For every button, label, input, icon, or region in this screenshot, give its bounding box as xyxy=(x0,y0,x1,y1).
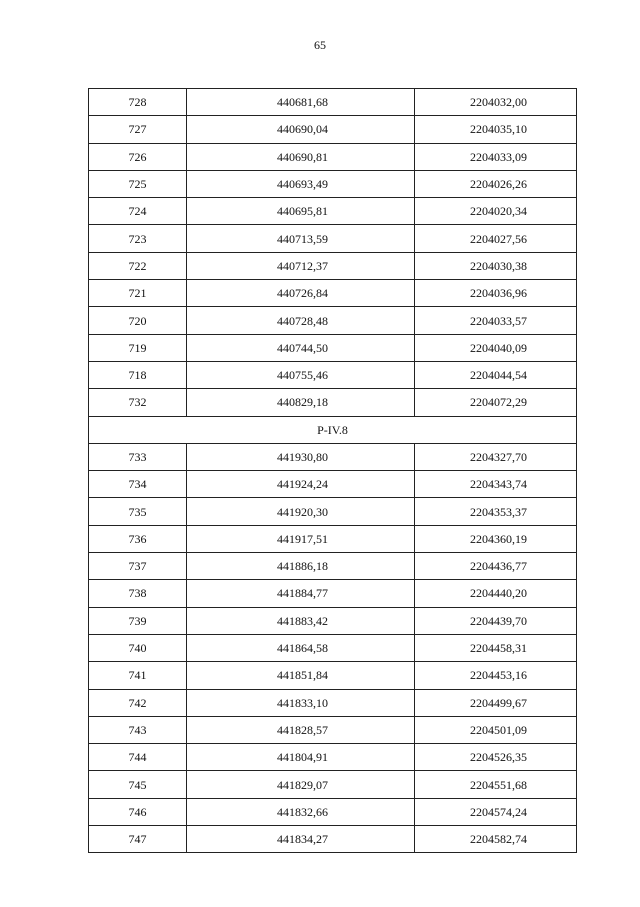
x-coordinate-cell: 440755,46 xyxy=(187,361,415,388)
section-header-row xyxy=(89,416,577,443)
y-coordinate-cell: 2204030,38 xyxy=(415,252,577,279)
y-coordinate-cell: 2204353,37 xyxy=(415,498,577,525)
point-number-cell: 728 xyxy=(89,89,187,116)
table-row xyxy=(89,580,577,607)
point-number-cell: 726 xyxy=(89,143,187,170)
x-coordinate-cell: 441920,30 xyxy=(187,498,415,525)
point-number-cell: 732 xyxy=(89,389,187,416)
x-coordinate-cell: 440695,81 xyxy=(187,198,415,225)
x-coordinate-cell: 441924,24 xyxy=(187,471,415,498)
point-number-cell: 722 xyxy=(89,252,187,279)
y-coordinate-cell: 2204439,70 xyxy=(415,607,577,634)
x-coordinate-cell: 441833,10 xyxy=(187,689,415,716)
x-coordinate-cell: 441884,77 xyxy=(187,580,415,607)
table-row xyxy=(89,471,577,498)
y-coordinate-cell: 2204574,24 xyxy=(415,798,577,825)
table-row xyxy=(89,198,577,225)
table-row xyxy=(89,826,577,853)
y-coordinate-cell: 2204026,26 xyxy=(415,170,577,197)
point-number-cell: 723 xyxy=(89,225,187,252)
x-coordinate-cell: 441834,27 xyxy=(187,826,415,853)
y-coordinate-cell: 2204027,56 xyxy=(415,225,577,252)
table-row xyxy=(89,443,577,470)
table-row xyxy=(89,744,577,771)
table-row xyxy=(89,689,577,716)
point-number-cell: 719 xyxy=(89,334,187,361)
x-coordinate-cell: 440690,04 xyxy=(187,116,415,143)
y-coordinate-cell: 2204453,16 xyxy=(415,662,577,689)
point-number-cell: 735 xyxy=(89,498,187,525)
x-coordinate-cell: 440713,59 xyxy=(187,225,415,252)
y-coordinate-cell: 2204033,57 xyxy=(415,307,577,334)
y-coordinate-cell: 2204072,29 xyxy=(415,389,577,416)
table-row xyxy=(89,170,577,197)
x-coordinate-cell: 440712,37 xyxy=(187,252,415,279)
y-coordinate-cell: 2204035,10 xyxy=(415,116,577,143)
point-number-cell: 745 xyxy=(89,771,187,798)
x-coordinate-cell: 441930,80 xyxy=(187,443,415,470)
y-coordinate-cell: 2204044,54 xyxy=(415,361,577,388)
y-coordinate-cell: 2204343,74 xyxy=(415,471,577,498)
table-row xyxy=(89,334,577,361)
table-row xyxy=(89,798,577,825)
y-coordinate-cell: 2204551,68 xyxy=(415,771,577,798)
table-row xyxy=(89,280,577,307)
point-number-cell: 734 xyxy=(89,471,187,498)
coordinates-table xyxy=(88,88,577,853)
page-number: 65 xyxy=(314,38,326,52)
point-number-cell: 720 xyxy=(89,307,187,334)
table-row xyxy=(89,498,577,525)
point-number-cell: 718 xyxy=(89,361,187,388)
x-coordinate-cell: 441832,66 xyxy=(187,798,415,825)
point-number-cell: 725 xyxy=(89,170,187,197)
point-number-cell: 741 xyxy=(89,662,187,689)
y-coordinate-cell: 2204440,20 xyxy=(415,580,577,607)
y-coordinate-cell: 2204501,09 xyxy=(415,716,577,743)
x-coordinate-cell: 440690,81 xyxy=(187,143,415,170)
point-number-cell: 744 xyxy=(89,744,187,771)
point-number-cell: 727 xyxy=(89,116,187,143)
x-coordinate-cell: 440744,50 xyxy=(187,334,415,361)
point-number-cell: 742 xyxy=(89,689,187,716)
x-coordinate-cell: 441883,42 xyxy=(187,607,415,634)
coordinates-table-body xyxy=(89,89,577,853)
x-coordinate-cell: 441829,07 xyxy=(187,771,415,798)
y-coordinate-cell: 2204582,74 xyxy=(415,826,577,853)
y-coordinate-cell: 2204499,67 xyxy=(415,689,577,716)
point-number-cell: 743 xyxy=(89,716,187,743)
y-coordinate-cell: 2204020,34 xyxy=(415,198,577,225)
table-row xyxy=(89,662,577,689)
x-coordinate-cell: 440728,48 xyxy=(187,307,415,334)
y-coordinate-cell: 2204360,19 xyxy=(415,525,577,552)
table-row xyxy=(89,389,577,416)
x-coordinate-cell: 440693,49 xyxy=(187,170,415,197)
point-number-cell: 733 xyxy=(89,443,187,470)
table-row xyxy=(89,525,577,552)
y-coordinate-cell: 2204526,35 xyxy=(415,744,577,771)
table-row xyxy=(89,634,577,661)
point-number-cell: 737 xyxy=(89,553,187,580)
point-number-cell: 747 xyxy=(89,826,187,853)
table-row xyxy=(89,89,577,116)
table-row xyxy=(89,225,577,252)
table-row xyxy=(89,116,577,143)
x-coordinate-cell: 440681,68 xyxy=(187,89,415,116)
table-row xyxy=(89,553,577,580)
x-coordinate-cell: 441886,18 xyxy=(187,553,415,580)
x-coordinate-cell: 441828,57 xyxy=(187,716,415,743)
table-row xyxy=(89,307,577,334)
table-row xyxy=(89,607,577,634)
x-coordinate-cell: 440829,18 xyxy=(187,389,415,416)
point-number-cell: 721 xyxy=(89,280,187,307)
y-coordinate-cell: 2204032,00 xyxy=(415,89,577,116)
y-coordinate-cell: 2204458,31 xyxy=(415,634,577,661)
y-coordinate-cell: 2204040,09 xyxy=(415,334,577,361)
y-coordinate-cell: 2204436,77 xyxy=(415,553,577,580)
y-coordinate-cell: 2204327,70 xyxy=(415,443,577,470)
point-number-cell: 738 xyxy=(89,580,187,607)
table-row xyxy=(89,771,577,798)
table-row xyxy=(89,252,577,279)
point-number-cell: 724 xyxy=(89,198,187,225)
y-coordinate-cell: 2204036,96 xyxy=(415,280,577,307)
table-row xyxy=(89,361,577,388)
y-coordinate-cell: 2204033,09 xyxy=(415,143,577,170)
section-label: P-IV.8 xyxy=(89,416,577,443)
x-coordinate-cell: 441864,58 xyxy=(187,634,415,661)
table-row xyxy=(89,716,577,743)
point-number-cell: 739 xyxy=(89,607,187,634)
table-row xyxy=(89,143,577,170)
point-number-cell: 736 xyxy=(89,525,187,552)
x-coordinate-cell: 441917,51 xyxy=(187,525,415,552)
x-coordinate-cell: 440726,84 xyxy=(187,280,415,307)
x-coordinate-cell: 441804,91 xyxy=(187,744,415,771)
point-number-cell: 746 xyxy=(89,798,187,825)
point-number-cell: 740 xyxy=(89,634,187,661)
x-coordinate-cell: 441851,84 xyxy=(187,662,415,689)
